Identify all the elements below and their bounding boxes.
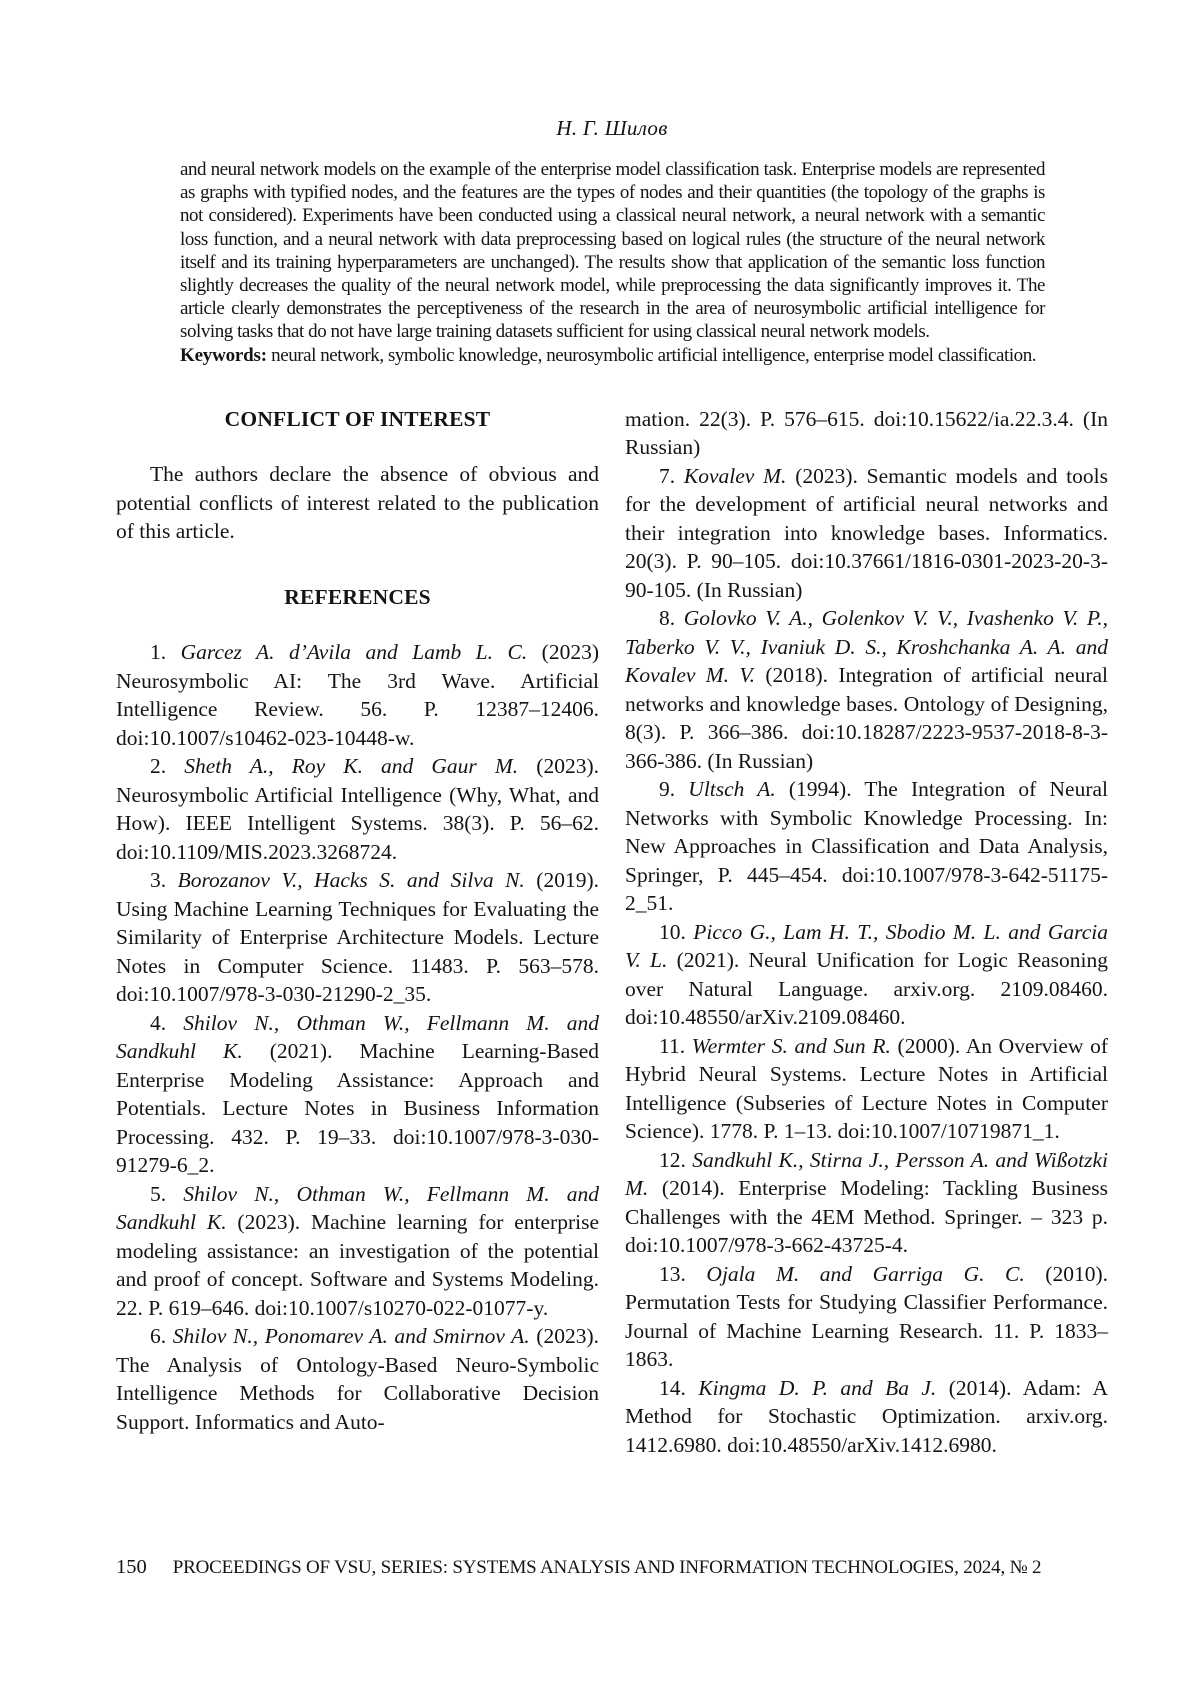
reference-authors: Garcez A. d’Avila and Lamb L. C. (180, 640, 528, 665)
reference-authors: Ojala M. and Garriga G. C. (706, 1261, 1025, 1286)
reference-text: (2023) Neurosymbolic AI: The 3rd Wave. Artificial Intelligence Review. 56. P. 12387–12406. doi:10.1007/s10462-023-10448-w. (116, 640, 599, 750)
reference-authors: Shilov N., Ponomarev A. and Smirnov A. (172, 1324, 530, 1349)
running-head-author: Н. Г. Шилов (556, 116, 668, 140)
reference-item (625, 462, 1108, 605)
reference-item (116, 638, 599, 752)
reference-authors: Borozanov V., Hacks S. and Silva N. (177, 868, 525, 893)
reference-item (625, 1032, 1108, 1146)
reference-number: 5. (150, 1181, 167, 1206)
reference-authors: Golovko V. A., Golenkov V. V., Ivashenko V. P., Taberko V. V., Ivaniuk D. S., Kroshchanka A. A. and Kovalev M. V. (625, 606, 1109, 688)
reference-text: (2014). Adam: A Method for Stochastic Optimization. arxiv.org. 1412.6980. doi:10.48550/arXiv.1412.6980. (625, 1375, 1108, 1457)
reference-item (116, 1009, 599, 1180)
reference-item (116, 1180, 599, 1323)
reference-item (116, 752, 599, 866)
page-footer (116, 1556, 1108, 1579)
reference-number: 6. (150, 1324, 167, 1349)
references-heading: REFERENCES (284, 584, 431, 609)
abstract-text: and neural network models on the example of the enterprise model classification task. Enterprise models are represented as graphs with typified nodes, and the features are the types of nodes and their quantities (the topology of the graphs is not considered). Experiments have been conducted using a classical neural network, a neural network with a semantic loss function, and a neural network with data preprocessing based on logical rules (the structure of the neural network itself and its training hyperparameters are unchanged). The results show that application of the semantic loss function slightly decreases the quality of the neural network model, while preprocessing the data significantly improves it. The article clearly demonstrates the perceptiveness of the research in the area of neurosymbolic artificial intelligence for solving tasks that do not have large training datasets sufficient for using classical neural network models. (180, 159, 1045, 343)
reference-number: 10. (659, 919, 686, 944)
references-list-right (625, 462, 1108, 1460)
reference-number: 11. (659, 1033, 686, 1058)
footer-journal-title: PROCEEDINGS OF VSU, SERIES: SYSTEMS ANALYSIS AND INFORMATION TECHNOLOGIES, 2024, № 2 (172, 1557, 1042, 1578)
reference-text: (2021). Neural Unification for Logic Reasoning over Natural Language. arxiv.org. 2109.08460. doi:10.48550/arXiv.2109.08460. (625, 948, 1109, 1030)
reference-text: (2018). Integration of artificial neural networks and knowledge bases. Ontology of Designing, 8(3). P. 366–386. doi:10.18287/2223-9537-2018-8-3-366-386. (In Russian) (625, 663, 1108, 773)
reference-number: 7. (659, 463, 676, 488)
reference-number: 1. (150, 640, 167, 665)
reference-number: 13. (659, 1261, 686, 1286)
conflict-of-interest-body: The authors declare the absence of obvious and potential conflicts of interest related to the publication of this article. (116, 462, 599, 544)
two-column-body (116, 405, 1108, 1460)
reference-item (625, 1374, 1108, 1460)
reference-authors: Picco G., Lam H. T., Sbodio M. L. and Garcia V. L. (625, 919, 1109, 973)
reference-authors: Wermter S. and Sun R. (691, 1033, 891, 1058)
reference-number: 2. (150, 754, 167, 779)
reference-authors: Kovalev M. (683, 463, 787, 488)
reference-number: 9. (659, 777, 676, 802)
reference-authors: Kingma D. P. and Ba J. (698, 1375, 937, 1400)
reference-text: (2019). Using Machine Learning Techniques for Evaluating the Similarity of Enterprise Architecture Models. Lecture Notes in Computer Science. 11483. P. 563–578. doi:10.1007/978-3-030-21290-2_35. (116, 868, 599, 1007)
reference-authors: Sheth A., Roy K. and Gaur M. (184, 754, 519, 779)
reference-item (625, 1260, 1108, 1374)
reference-authors: Sandkuhl K., Stirna J., Persson A. and Wißotzki M. (625, 1147, 1108, 1201)
reference-text: (2010). Permutation Tests for Studying Classifier Performance. Journal of Machine Learning Research. 11. P. 1833–1863. (625, 1261, 1109, 1372)
reference-text: (2023). Machine learning for enterprise modeling assistance: an investigation of the potential and proof of concept. Software and Systems Modeling. 22. P. 619–646. doi:10.1007/s10270-022-01077-y. (116, 1210, 599, 1320)
reference-text: (2021). Machine Learning-Based Enterprise Modeling Assistance: Approach and Potentials. Lecture Notes in Business Information Processing. 432. P. 19–33. doi:10.1007/978-3-030-91279-6_2. (116, 1039, 600, 1178)
reference-number: 8. (659, 606, 676, 631)
reference-text: (2000). An Overview of Hybrid Neural Systems. Lecture Notes in Artificial Intelligence (Subseries of Lecture Notes in Computer Science). 1778. P. 1–13. doi:10.1007/10719871_1. (625, 1033, 1109, 1144)
reference-number: 12. (659, 1147, 686, 1172)
reference-text: (2014). Enterprise Modeling: Tackling Business Challenges with the 4EM Method. Springer. – 323 p. doi:10.1007/978-3-662-43725-4. (625, 1176, 1108, 1258)
reference-number: 4. (150, 1010, 167, 1035)
reference-text: (2023). Semantic models and tools for the development of artificial neural networks and their integration into knowledge bases. Informatics. 20(3). P. 90–105. doi:10.37661/1816-0301-2023-20-3-90-105. (In Russian) (625, 463, 1108, 602)
reference-item (116, 1322, 599, 1436)
reference-item (625, 1146, 1108, 1260)
reference-item (625, 604, 1108, 775)
reference-authors: Shilov N., Othman W., Fellmann M. and Sandkuhl K. (116, 1010, 600, 1064)
reference-number: 3. (150, 868, 167, 893)
conflict-of-interest-heading: CONFLICT OF INTEREST (224, 406, 491, 431)
reference-text: (1994). The Integration of Neural Networks with Symbolic Knowledge Processing. In: New Approaches in Classification and Data Analysis, Springer, P. 445–454. doi:10.1007/978-3-642-51175-2_51. (625, 777, 1108, 916)
footer-page-number: 150 (116, 1556, 147, 1578)
reference-item (625, 918, 1108, 1032)
reference-continuation: mation. 22(3). P. 576–615. doi:10.15622/ia.22.3.4. (In Russian) (625, 406, 1108, 460)
right-column (625, 405, 1108, 1460)
reference-authors: Ultsch A. (688, 777, 776, 802)
keywords-text: neural network, symbolic knowledge, neurosymbolic artificial intelligence, enterprise model classification. (266, 344, 1037, 366)
abstract-block (180, 158, 1045, 367)
reference-item (116, 866, 599, 1009)
keywords-line (180, 344, 1045, 367)
reference-text: (2023). The Analysis of Ontology-Based Neuro-Symbolic Intelligence Methods for Collaborative Decision Support. Informatics and Auto- (116, 1324, 599, 1434)
reference-item (625, 775, 1108, 918)
keywords-label: Keywords: (180, 344, 267, 366)
reference-text: (2023). Neurosymbolic Artificial Intelligence (Why, What, and How). IEEE Intelligent Systems. 38(3). P. 56–62. doi:10.1109/MIS.2023.3268724. (116, 754, 599, 864)
references-list-left (116, 638, 599, 1436)
reference-number: 14. (659, 1375, 686, 1400)
reference-authors: Shilov N., Othman W., Fellmann M. and Sandkuhl K. (116, 1181, 600, 1235)
left-column (116, 405, 599, 1460)
